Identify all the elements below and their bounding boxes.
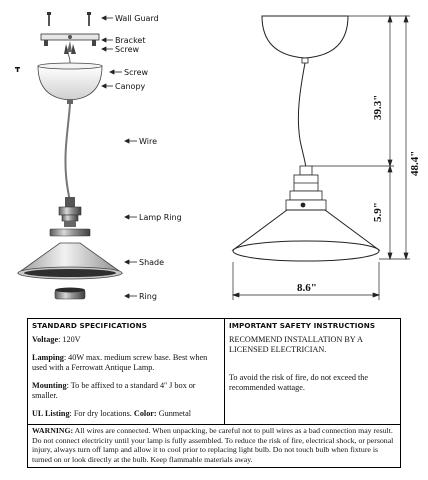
standard-specifications bbox=[28, 319, 225, 424]
mounting-value: : To be affixed to a standard 4'' J box or smaller. bbox=[32, 381, 196, 400]
shade-icon bbox=[18, 243, 122, 279]
label-screw: Screw bbox=[124, 68, 149, 77]
lamping-row bbox=[32, 353, 220, 373]
voltage-row bbox=[32, 335, 220, 345]
socket-icon bbox=[59, 197, 81, 227]
label-canopy: Canopy bbox=[115, 82, 146, 91]
lamping-value: : 40W max. medium screw base. Best when used with a Ferrowatt Antique Lamp. bbox=[32, 353, 208, 372]
safety-instructions bbox=[225, 319, 400, 424]
label-bracket: Bracket bbox=[115, 36, 146, 45]
label-wire: Wire bbox=[139, 137, 157, 146]
ring-icon bbox=[55, 288, 85, 300]
wire-icon bbox=[65, 104, 70, 205]
screw-icon bbox=[47, 12, 51, 26]
safety-line-2: To avoid the risk of fire, do not exceed the recommended wattage. bbox=[229, 373, 369, 392]
voltage-label: Voltage bbox=[32, 335, 59, 344]
voltage-value: : 120V bbox=[58, 335, 81, 344]
canopy-outline bbox=[262, 16, 348, 58]
cord-outline bbox=[298, 63, 306, 170]
dim-cord-length: 39.3" bbox=[372, 94, 384, 120]
ul-label: UL Listing bbox=[32, 409, 70, 418]
wire-nut-icon bbox=[64, 41, 76, 63]
label-ring: Ring bbox=[139, 292, 157, 301]
t-marker-icon bbox=[15, 67, 20, 72]
canopy-icon bbox=[38, 63, 102, 104]
shade-outline bbox=[233, 210, 379, 261]
ul-value: : For dry locations. bbox=[69, 409, 132, 418]
assembled-view bbox=[233, 16, 421, 300]
safety-line-1: RECOMMEND INSTALLATION BY A LICENSED ELECTRICIAN. bbox=[229, 335, 363, 354]
safety-heading: IMPORTANT SAFETY INSTRUCTIONS bbox=[229, 321, 376, 330]
socket-outline bbox=[286, 166, 326, 210]
mounting-label: Mounting bbox=[32, 381, 67, 390]
warning-box bbox=[27, 424, 401, 468]
warning-text: All wires are connected. When unpacking, be careful not to pull wires as a bad connection may result. Do not connect electricity until your lamp is fully assembled. To reduce the risk of fire, electrical shock, or personal injury, always turn off lamp and allow it to cool prior to replacing light bulb. Do not touch bulb when fixture is turned on or look directly at the bulb. Keep flammable materials away. bbox=[32, 426, 394, 464]
ul-row bbox=[32, 409, 220, 419]
spec-table bbox=[27, 318, 401, 425]
label-lamp-ring: Lamp Ring bbox=[139, 213, 182, 222]
label-shade: Shade bbox=[139, 258, 165, 267]
color-value: Gunmetal bbox=[158, 409, 191, 418]
exploded-view bbox=[15, 12, 182, 301]
dim-shade-width: 8.6" bbox=[297, 282, 317, 294]
label-screw-top: Screw bbox=[115, 45, 140, 54]
leader-lines bbox=[102, 16, 137, 298]
specs-heading: STANDARD SPECIFICATIONS bbox=[32, 321, 147, 330]
dim-total-height: 48.4" bbox=[409, 150, 421, 176]
mounting-row bbox=[32, 381, 220, 401]
lamping-label: Lamping bbox=[32, 353, 64, 362]
dim-lamp-height: 5.9" bbox=[372, 202, 384, 222]
lamp-ring-icon bbox=[50, 229, 90, 236]
screw-icon bbox=[87, 12, 91, 26]
color-label: Color: bbox=[133, 409, 157, 418]
warning-label: WARNING: bbox=[32, 426, 74, 435]
label-wall-guard: Wall Guard bbox=[115, 14, 159, 23]
